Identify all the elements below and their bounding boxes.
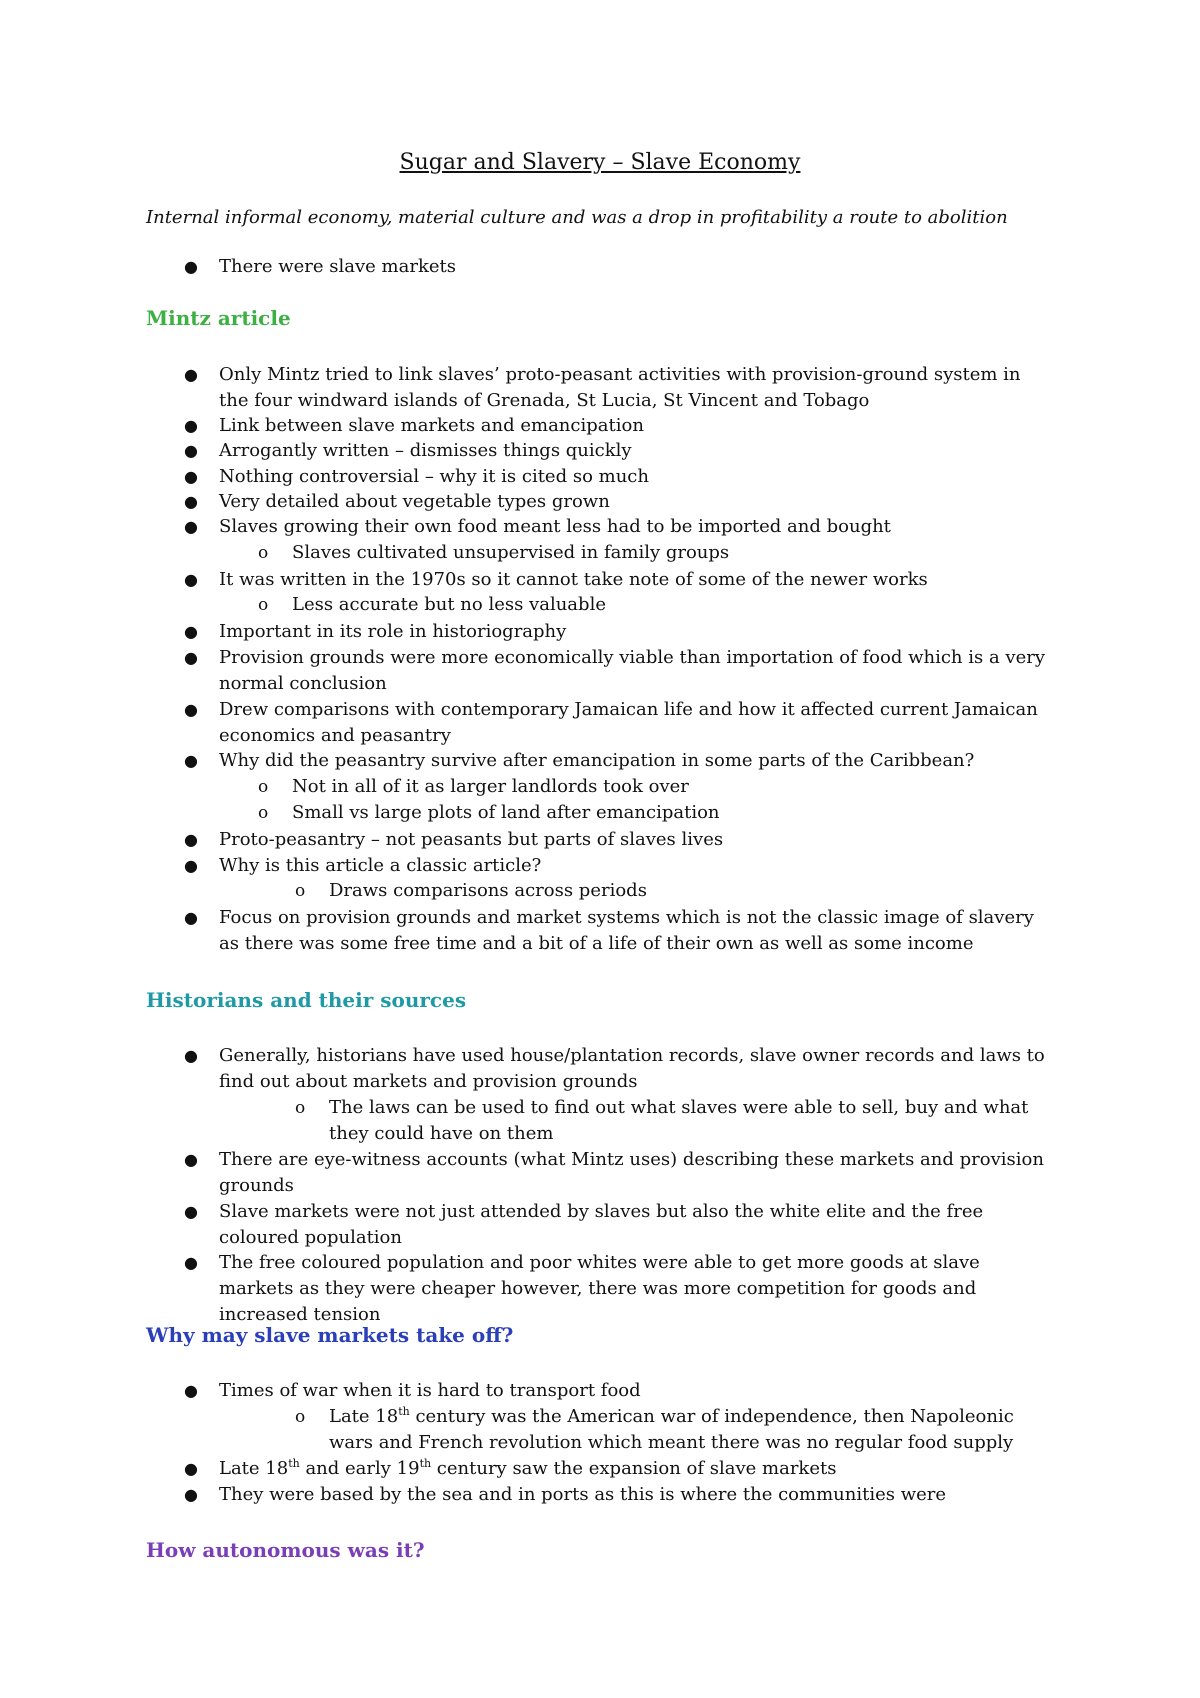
- list-item: [219, 1456, 1049, 1482]
- list-item: Times of war when it is hard to transport food: [219, 1380, 641, 1401]
- sub-bullet-icon: o: [295, 1098, 306, 1118]
- item-text: and early 19: [299, 1458, 420, 1479]
- list-item: The free coloured population and poor whites were able to get more goods at slave markets as they were cheaper however, there was more competition for goods and increased tension: [219, 1252, 980, 1325]
- document-subtitle: Internal informal economy, material culture and was a drop in profitability a route to abolition: [146, 207, 1008, 228]
- list-item: Slaves growing their own food meant less had to be imported and bought: [219, 516, 891, 537]
- sub-bullet-icon: o: [258, 595, 269, 615]
- sub-bullet-icon: o: [258, 543, 269, 563]
- bullet-icon: ●: [184, 622, 198, 641]
- bullet-icon: ●: [184, 492, 198, 511]
- bullet-icon: ●: [184, 517, 198, 536]
- list-item: Link between slave markets and emancipation: [219, 415, 644, 436]
- list-item: Very detailed about vegetable types grown: [219, 491, 610, 512]
- list-item: They were based by the sea and in ports as this is where the communities were: [219, 1484, 947, 1505]
- sub-list-item: Not in all of it as larger landlords took over: [292, 776, 689, 797]
- bullet-icon: ●: [184, 908, 198, 927]
- sub-bullet-icon: o: [295, 881, 306, 901]
- list-item: Proto-peasantry – not peasants but parts of slaves lives: [219, 829, 724, 850]
- bullet-icon: ●: [184, 1150, 198, 1169]
- list-item: There are eye-witness accounts (what Mintz uses) describing these markets and provision grounds: [219, 1149, 1044, 1196]
- sub-list-item: The laws can be used to find out what slaves were able to sell, buy and what they could have on them: [329, 1097, 1029, 1144]
- bullet-icon: ●: [184, 570, 198, 589]
- list-item: Why did the peasantry survive after emancipation in some parts of the Caribbean?: [219, 750, 975, 771]
- list-item: Important in its role in historiography: [219, 621, 567, 642]
- list-item: Nothing controversial – why it is cited so much: [219, 466, 649, 487]
- bullet-icon: ●: [184, 1046, 198, 1065]
- bullet-icon: ●: [184, 1253, 198, 1272]
- sub-list-item: Less accurate but no less valuable: [292, 594, 606, 615]
- list-item: Only Mintz tried to link slaves’ proto-peasant activities with provision-ground system in the four windward islands of Grenada, St Lucia, St Vincent and Tobago: [219, 364, 1021, 411]
- section-heading-autonomous: How autonomous was it?: [146, 1538, 425, 1562]
- section-heading-mintz: Mintz article: [146, 306, 291, 330]
- bullet-icon: ●: [184, 751, 198, 770]
- item-text: century was the American war of independence, then Napoleonic wars and French revolution which meant there was no regular food supply: [329, 1406, 1014, 1453]
- bullet-icon: ●: [184, 648, 198, 667]
- ordinal-suffix: th: [288, 1457, 300, 1470]
- bullet-icon: ●: [184, 416, 198, 435]
- bullet-icon: ●: [184, 257, 198, 276]
- bullet-icon: ●: [184, 1459, 198, 1478]
- sub-list-item: [329, 1404, 1054, 1456]
- item-text: century saw the expansion of slave markets: [431, 1458, 837, 1479]
- document-title: Sugar and Slavery – Slave Economy: [399, 150, 801, 175]
- sub-bullet-icon: o: [258, 777, 269, 797]
- bullet-icon: ●: [184, 1485, 198, 1504]
- list-item: Generally, historians have used house/plantation records, slave owner records and laws to find out about markets and provision grounds: [219, 1045, 1045, 1092]
- section-heading-historians: Historians and their sources: [146, 988, 467, 1012]
- bullet-icon: ●: [184, 1381, 198, 1400]
- item-text: Late 18: [329, 1406, 399, 1427]
- list-item: It was written in the 1970s so it cannot take note of some of the newer works: [219, 569, 928, 590]
- sub-bullet-icon: o: [258, 803, 269, 823]
- list-item: Drew comparisons with contemporary Jamaican life and how it affected current Jamaican economics and peasantry: [219, 699, 1038, 746]
- bullet-icon: ●: [184, 365, 198, 384]
- ordinal-suffix: th: [419, 1457, 432, 1470]
- list-item: There were slave markets: [219, 256, 456, 277]
- list-item: Slave markets were not just attended by slaves but also the white elite and the free coloured population: [219, 1201, 984, 1248]
- list-item: Focus on provision grounds and market systems which is not the classic image of slavery as there was some free time and a bit of a life of their own as well as some income: [219, 907, 1034, 954]
- sub-list-item: Small vs large plots of land after emancipation: [292, 802, 720, 823]
- bullet-icon: ●: [184, 467, 198, 486]
- bullet-icon: ●: [184, 700, 198, 719]
- bullet-icon: ●: [184, 856, 198, 875]
- section-heading-why: Why may slave markets take off?: [146, 1323, 514, 1347]
- bullet-icon: ●: [184, 1202, 198, 1221]
- list-item: Why is this article a classic article?: [219, 855, 542, 876]
- bullet-icon: ●: [184, 441, 198, 460]
- sub-list-item: Slaves cultivated unsupervised in family groups: [292, 542, 730, 563]
- list-item: Arrogantly written – dismisses things quickly: [219, 440, 632, 461]
- ordinal-suffix: th: [398, 1405, 410, 1418]
- sub-bullet-icon: o: [295, 1407, 306, 1427]
- item-text: Late 18: [219, 1458, 289, 1479]
- list-item: Provision grounds were more economically viable than importation of food which is a very normal conclusion: [219, 647, 1046, 694]
- bullet-icon: ●: [184, 830, 198, 849]
- sub-list-item: Draws comparisons across periods: [329, 880, 647, 901]
